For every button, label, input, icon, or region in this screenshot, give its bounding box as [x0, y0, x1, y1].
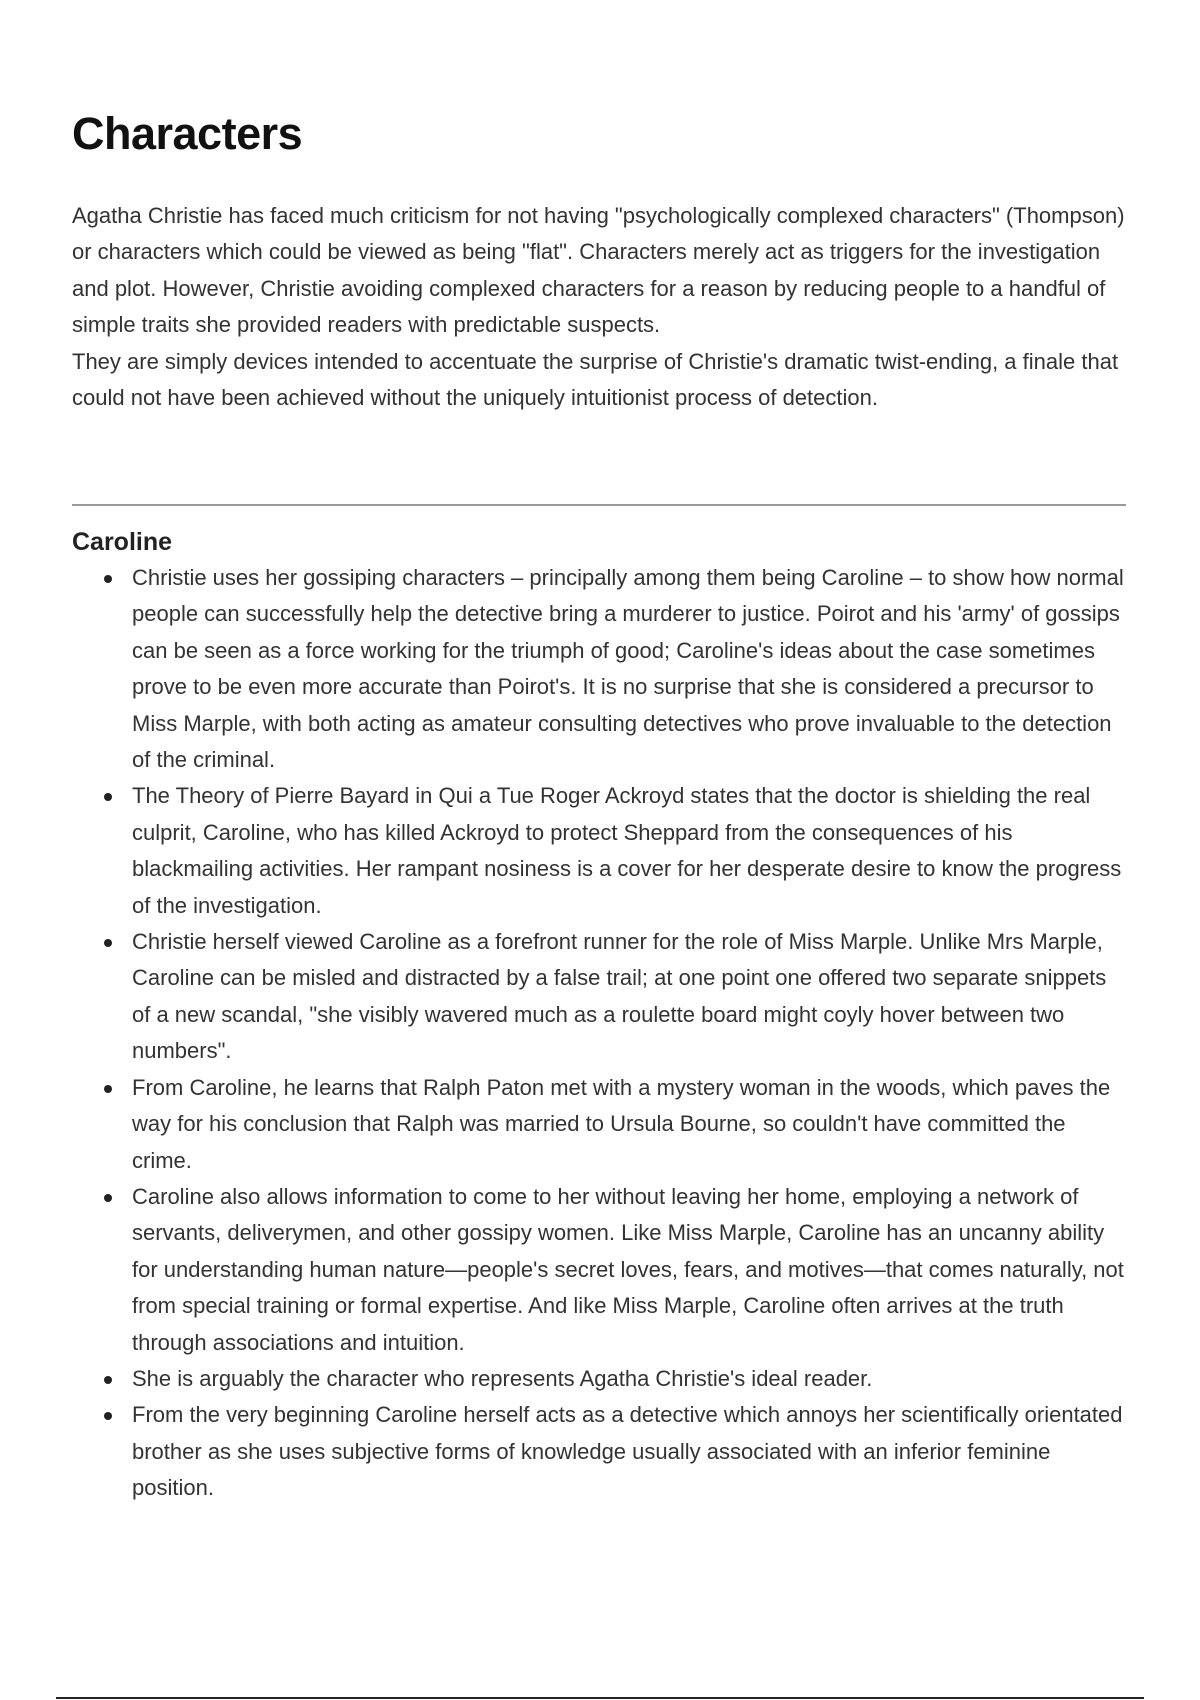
intro-text: [72, 198, 1128, 416]
list-item: [132, 1361, 1128, 1397]
footer-rule: [56, 1697, 1144, 1699]
page-title: Characters: [72, 108, 303, 159]
list-item: [132, 1070, 1128, 1179]
bullet-icon: [104, 939, 112, 947]
bullet-icon: [104, 793, 112, 801]
list-item-text: Christie uses her gossiping characters – principally among them being Caroline – to show how normal people can successfully help the detective bring a murderer to justice. Poirot and his 'army' of gossips can be seen as a force working for the triumph of good; Caroline's ideas about the case sometimes prove to be even more accurate than Poirot's. It is no surprise that she is considered a precursor to Miss Marple, with both acting as amateur consulting detectives who prove invaluable to the detection of the criminal.: [132, 565, 1124, 773]
list-item-text: From the very beginning Caroline herself acts as a detective which annoys her scientifically orientated brother as she uses subjective forms of knowledge usually associated with an inferior feminine position.: [132, 1402, 1123, 1501]
bullet-icon: [104, 1412, 112, 1420]
bullet-list: [72, 560, 1128, 1507]
section-heading: Caroline: [72, 528, 173, 556]
bullet-icon: [104, 1194, 112, 1202]
list-item: [132, 1179, 1128, 1361]
list-item: [132, 924, 1128, 1070]
section-divider: [72, 504, 1126, 506]
list-item: [132, 1397, 1128, 1506]
bullet-icon: [104, 575, 112, 583]
intro-paragraph: Agatha Christie has faced much criticism for not having "psychologically complexed characters" (Thompson) or characters which could be viewed as being "flat". Characters merely act as triggers for the investigation and plot. However, Christie avoiding complexed characters for a reason by reducing people to a handful of simple traits she provided readers with predictable suspects.: [72, 203, 1125, 338]
list-item-text: Christie herself viewed Caroline as a forefront runner for the role of Miss Marple. Unlike Mrs Marple, Caroline can be misled and distracted by a false trail; at one point one offered two separate snippets of a new scandal, "she visibly wavered much as a roulette board might coyly hover between two numbers".: [132, 929, 1107, 1064]
list-item-text: She is arguably the character who represents Agatha Christie's ideal reader.: [132, 1365, 873, 1391]
list-item: [132, 560, 1128, 778]
list-item-text: From Caroline, he learns that Ralph Paton met with a mystery woman in the woods, which paves the way for his conclusion that Ralph was married to Ursula Bourne, so couldn't have committed the crime.: [132, 1074, 1111, 1173]
bullet-icon: [104, 1085, 112, 1093]
list-item: [132, 778, 1128, 924]
list-item-text: Caroline also allows information to come to her without leaving her home, employing a network of servants, deliverymen, and other gossipy women. Like Miss Marple, Caroline has an uncanny ability for understanding human nature—people's secret loves, fears, and motives—that comes naturally, not from special training or formal expertise. And like Miss Marple, Caroline often arrives at the truth through associations and intuition.: [132, 1183, 1124, 1355]
bullet-icon: [104, 1376, 112, 1384]
list-item-text: The Theory of Pierre Bayard in Qui a Tue Roger Ackroyd states that the doctor is shielding the real culprit, Caroline, who has killed Ackroyd to protect Sheppard from the consequences of his blackmailing activities. Her rampant nosiness is a cover for her desperate desire to know the progress of the investigation.: [132, 783, 1122, 918]
intro-paragraph: They are simply devices intended to accentuate the surprise of Christie's dramatic twist-ending, a finale that could not have been achieved without the uniquely intuitionist process of detection.: [72, 348, 1119, 411]
